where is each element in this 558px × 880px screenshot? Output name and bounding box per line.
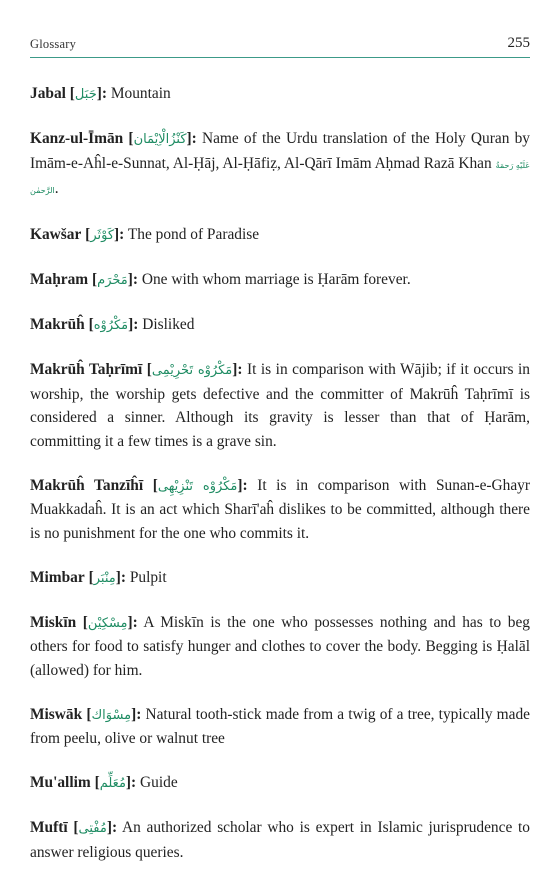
entry-term: Jabal bbox=[30, 85, 66, 102]
glossary-entry-kawsar: Kawšar [كَوْثَر]: The pond of Paradise bbox=[30, 226, 260, 243]
entry-arabic: مِسْوَاك bbox=[91, 707, 132, 723]
entry-definition: The pond of Paradise bbox=[127, 226, 260, 243]
entry-arabic: مِنْبَر bbox=[93, 570, 116, 586]
glossary-entry-miswak: Miswāk [مِسْوَاك]: Natural tooth-stick made from a twig of a tree, typically made from peelu, olive or walnut tree bbox=[30, 705, 530, 747]
entry-term: Mu'allim bbox=[30, 774, 91, 791]
entry-arabic: كَنْزُالْاِيْمَان bbox=[133, 132, 187, 147]
entry-arabic: جَبَل bbox=[74, 87, 97, 102]
entry-term: Makrūĥ bbox=[30, 316, 85, 333]
glossary-entry-kanz-ul-iman: Kanz-ul-Īmān [كَنْزُالْاِيْمَان]: Name of the Urdu translation of the Holy Quran by Imām-e-Aĥl-e-Sunnat, Al-Ḥāj, Al-Ḥāfiẓ, Al-Qārī Imām Aḥmad Razā Khan عَلَيْهِ رَحمَةُ الرَّحمٰن. bbox=[30, 130, 531, 197]
page-header bbox=[30, 0, 530, 58]
glossary-entry-makruh-tahrimi: Makrūĥ Taḥrīmī [مَكْرُوْه تَحْرِيْمِى]: It is in comparison with Wājib; if it occurs in worship, the worship gets defective and the committer of Makrūĥ Taḥrīmī is considered a sinner. Although its gravity is lesser than that of Ḥarām, committing it a few times is a grave sin. bbox=[30, 361, 530, 450]
entry-definition: A Miskīn is the one who possesses nothing and has to beg others for food to satisfy hunger and clothes to cover the body. Begging is Ḥalāl (allowed) for him. bbox=[30, 613, 530, 679]
entry-definition: Disliked bbox=[142, 316, 195, 333]
entry-definition: Natural tooth-stick made from a twig of a tree, typically made from peelu, olive or walnut tree bbox=[30, 705, 530, 747]
entry-arabic: مُعَلِّم bbox=[99, 776, 126, 791]
glossary-entries bbox=[30, 82, 530, 864]
entry-arabic: مُفْتِى bbox=[78, 821, 107, 836]
entry-term: Maḥram bbox=[30, 271, 89, 288]
entry-definition: It is in comparison with Wājib; if it occurs in worship, the worship gets defective and the committer of Makrūĥ Taḥrīmī is considered a sinner. Although its gravity is lesser than that of Ḥarām, committing it a few times is a grave sin. bbox=[30, 361, 530, 450]
glossary-entry-makruh-tanzihi: Makrūĥ Tanzīĥī [مَكْرُوْه تَنْزِيْهِى]: It is in comparison with Sunan-e-Ghayr Muakkadaĥ. It is an act which Sharī'aĥ dislikes to be committed, although there is no punishment for the one who commits it. bbox=[30, 476, 530, 542]
entry-definition: Pulpit bbox=[129, 568, 167, 586]
entry-term: Miswāk bbox=[30, 705, 83, 723]
glossary-entry-mahram: Maḥram [مَحْرَم]: One with whom marriage is Ḥarām forever. bbox=[30, 271, 411, 288]
entry-definition: It is in comparison with Sunan-e-Ghayr Muakkadaĥ. It is an act which Sharī'aĥ dislikes to be committed, although there is no punishment for the one who commits it. bbox=[30, 476, 530, 542]
entry-term: Makrūĥ Taḥrīmī bbox=[30, 361, 143, 378]
entry-term: Makrūĥ Tanzīĥī bbox=[30, 476, 144, 494]
glossary-entry-muallim: Mu'allim [مُعَلِّم]: Guide bbox=[30, 774, 178, 791]
glossary-entry-makruh: Makrūĥ [مَكْرُوْه]: Disliked bbox=[30, 316, 195, 333]
glossary-entry-miskin: Miskīn [مِسْكِيْن]: A Miskīn is the one who possesses nothing and has to beg others for food to satisfy hunger and clothes to cover the body. Begging is Ḥalāl (allowed) for him. bbox=[30, 613, 530, 679]
entry-definition: Guide bbox=[140, 774, 178, 791]
entry-arabic: مَكْرُوْه تَنْزِيْهِى bbox=[157, 478, 238, 494]
entry-term: Mimbar bbox=[30, 568, 85, 586]
entry-arabic: كَوْثَر bbox=[90, 228, 115, 243]
running-title: Glossary bbox=[30, 37, 77, 51]
entry-definition: An authorized scholar who is expert in Islamic jurisprudence to answer religious queries. bbox=[30, 819, 530, 861]
entry-arabic: مِسْكِيْن bbox=[87, 615, 128, 631]
glossary-entry-mimbar: Mimbar [مِنْبَر]: Pulpit bbox=[30, 568, 167, 586]
entry-definition: Name of the Urdu translation of the Holy Quran by Imām-e-Aĥl-e-Sunnat, Al-Ḥāj, Al-Ḥāfiẓ, Al-Qārī Imām Aḥmad Razā Khan bbox=[30, 130, 530, 172]
entry-arabic: مَكْرُوْه تَحْرِيْمِى bbox=[151, 363, 233, 378]
entry-term: Kanz-ul-Īmān bbox=[30, 130, 124, 147]
glossary-entry-jabal: Jabal [جَبَل]: Mountain bbox=[30, 85, 171, 102]
entry-term: Muftī bbox=[30, 819, 68, 836]
entry-term: Kawšar bbox=[30, 226, 82, 243]
entry-arabic: مَحْرَم bbox=[97, 273, 128, 288]
honorific-calligraphy: عَلَيْهِ رَحمَةُ الرَّحمٰن bbox=[30, 160, 531, 195]
entry-definition: Mountain bbox=[110, 85, 171, 102]
entry-arabic: مَكْرُوْه bbox=[93, 318, 129, 333]
glossary-entry-mufti: Muftī [مُفْتِى]: An authorized scholar who is expert in Islamic jurisprudence to answer religious queries. bbox=[30, 819, 530, 861]
entry-tail: . bbox=[54, 180, 59, 197]
page-number: 255 bbox=[507, 35, 530, 51]
entry-definition: One with whom marriage is Ḥarām forever. bbox=[141, 271, 411, 288]
entry-term: Miskīn bbox=[30, 613, 77, 631]
